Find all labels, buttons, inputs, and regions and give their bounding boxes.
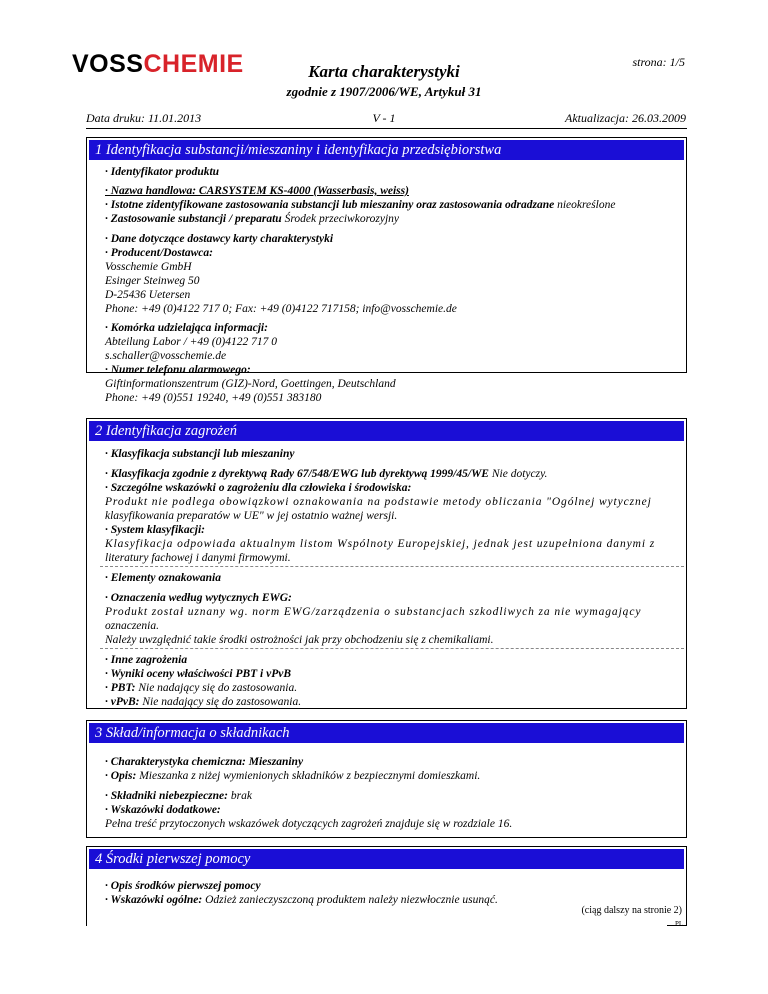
s3-description: · Opis: Mieszanka z niżej wymienionych składników z bezpiecznymi domieszkami. <box>105 770 481 782</box>
s3-chemical-characteristic: · Charakterystyka chemiczna: Mieszaniny <box>105 756 304 768</box>
s1-info-dept-label: · Komórka udzielająca informacji: <box>105 322 268 334</box>
s2-hazard-notes-2: klasyfikowania preparatów w UE" w jej ostatnio ważnej wersji. <box>105 510 398 522</box>
version: V - 1 <box>372 111 396 125</box>
s2-system-1: Klasyfikacja odpowiada aktualnym listom Wspólnoty Europejskiej, jednak jest uzupełniona danymi z <box>105 538 656 550</box>
s4-general: · Wskazówki ogólne: Odzież zanieczyszczoną produktem należy niezwłocznie usunąć. <box>105 894 498 906</box>
s2-classification: · Klasyfikacja substancji lub mieszaniny <box>105 448 295 460</box>
s2-ewg-2: oznaczenia. <box>105 620 159 632</box>
s1-email: s.schaller@vosschemie.de <box>105 350 227 362</box>
s1-uses: · Istotne zidentyfikowane zastosowania substancji lub mieszaniny oraz zastosowania odradzane nieokreślone <box>105 199 616 211</box>
s1-phone: Phone: +49 (0)4122 717 0; Fax: +49 (0)4122 717158; info@vosschemie.de <box>105 303 457 315</box>
document-title: Karta charakterystyki <box>308 62 460 81</box>
s1-street: Esinger Steinweg 50 <box>105 275 200 287</box>
s2-pbt-vpvb: · Wyniki oceny właściwości PBT i vPvB <box>105 668 292 680</box>
s3-additional-label: · Wskazówki dodatkowe: <box>105 804 221 816</box>
s1-trade-name: · Nazwa handlowa: CARSYSTEM KS-4000 (Wasserbasis, weiss) <box>105 185 409 197</box>
s2-hazard-notes-1: Produkt nie podlega obowiązkowi oznakowania na podstawie metody obliczania "Ogólnej wytycznej <box>105 496 652 508</box>
s3-hazardous-components: · Składniki niebezpieczne: brak <box>105 790 252 802</box>
continued-note: (ciąg dalszy na stronie 2) <box>581 905 682 916</box>
divider <box>100 648 684 649</box>
s2-directive: · Klasyfikacja zgodnie z dyrektywą Rady 67/548/EWG lub dyrektywą 1999/45/WE Nie dotyczy. <box>105 468 548 480</box>
update-date: Aktualizacja: 26.03.2009 <box>565 111 686 125</box>
company-logo: VOSSCHEMIE <box>72 50 244 78</box>
print-date: Data druku: 11.01.2013 <box>86 111 202 125</box>
language-code: PL <box>675 920 684 928</box>
s2-other-hazards: · Inne zagrożenia <box>105 654 188 666</box>
s2-label-elements: · Elementy oznakowania <box>105 572 221 584</box>
header-divider <box>86 128 687 129</box>
s1-supplier-data: · Dane dotyczące dostawcy karty charakterystyki <box>105 233 334 245</box>
s2-ewg-3: Należy uwzględnić takie środki ostrożności jak przy obchodzeniu się z chemikaliami. <box>105 634 494 646</box>
section-4-heading: 4 Środki pierwszej pomocy <box>89 849 684 869</box>
s1-emergency-center: Giftinformationszentrum (GIZ)-Nord, Goettingen, Deutschland <box>105 378 396 390</box>
page-number: strona: 1/5 <box>632 55 685 69</box>
s1-product-identifier: · Identyfikator produktu <box>105 166 220 178</box>
s2-pbt: · PBT: Nie nadający się do zastosowania. <box>105 682 298 694</box>
s2-vpvb: · vPvB: Nie nadający się do zastosowania. <box>105 696 302 708</box>
s1-city: D-25436 Uetersen <box>105 289 191 301</box>
s2-system-label: · System klasyfikacji: <box>105 524 205 536</box>
section-2-heading: 2 Identyfikacja zagrożeń <box>89 421 684 441</box>
section-3-heading: 3 Skład/informacja o składnikach <box>89 723 684 743</box>
divider <box>100 566 684 567</box>
section-1-heading: 1 Identyfikacja substancji/mieszaniny i identyfikacja przedsiębiorstwa <box>89 140 684 160</box>
document-subtitle: zgodnie z 1907/2006/WE, Artykuł 31 <box>286 84 482 99</box>
s1-producer-label: · Producent/Dostawca: <box>105 247 213 259</box>
s2-system-2: literatury fachowej i danymi firmowymi. <box>105 552 291 564</box>
s3-additional: Pełna treść przytoczonych wskazówek dotyczących zagrożeń znajduje się w rozdziale 16. <box>105 818 513 830</box>
s1-emergency-phone: Phone: +49 (0)551 19240, +49 (0)551 383180 <box>105 392 322 404</box>
s2-ewg-label: · Oznaczenia według wytycznych EWG: <box>105 592 292 604</box>
s1-application: · Zastosowanie substancji / preparatu Środek przeciwkorozyjny <box>105 213 400 225</box>
s1-emergency-label: · Numer telefonu alarmowego: <box>105 364 251 376</box>
s1-company: Vosschemie GmbH <box>105 261 192 273</box>
s1-info-dept: Abteilung Labor / +49 (0)4122 717 0 <box>105 336 277 348</box>
s2-ewg-1: Produkt został uznany wg. norm EWG/zarządzenia o substancjach szkodliwych za nie wymagający <box>105 606 642 618</box>
s2-hazard-notes-label: · Szczególne wskazówki o zagrożeniu dla człowieka i środowiska: <box>105 482 412 494</box>
s4-first-aid-desc: · Opis środków pierwszej pomocy <box>105 880 261 892</box>
